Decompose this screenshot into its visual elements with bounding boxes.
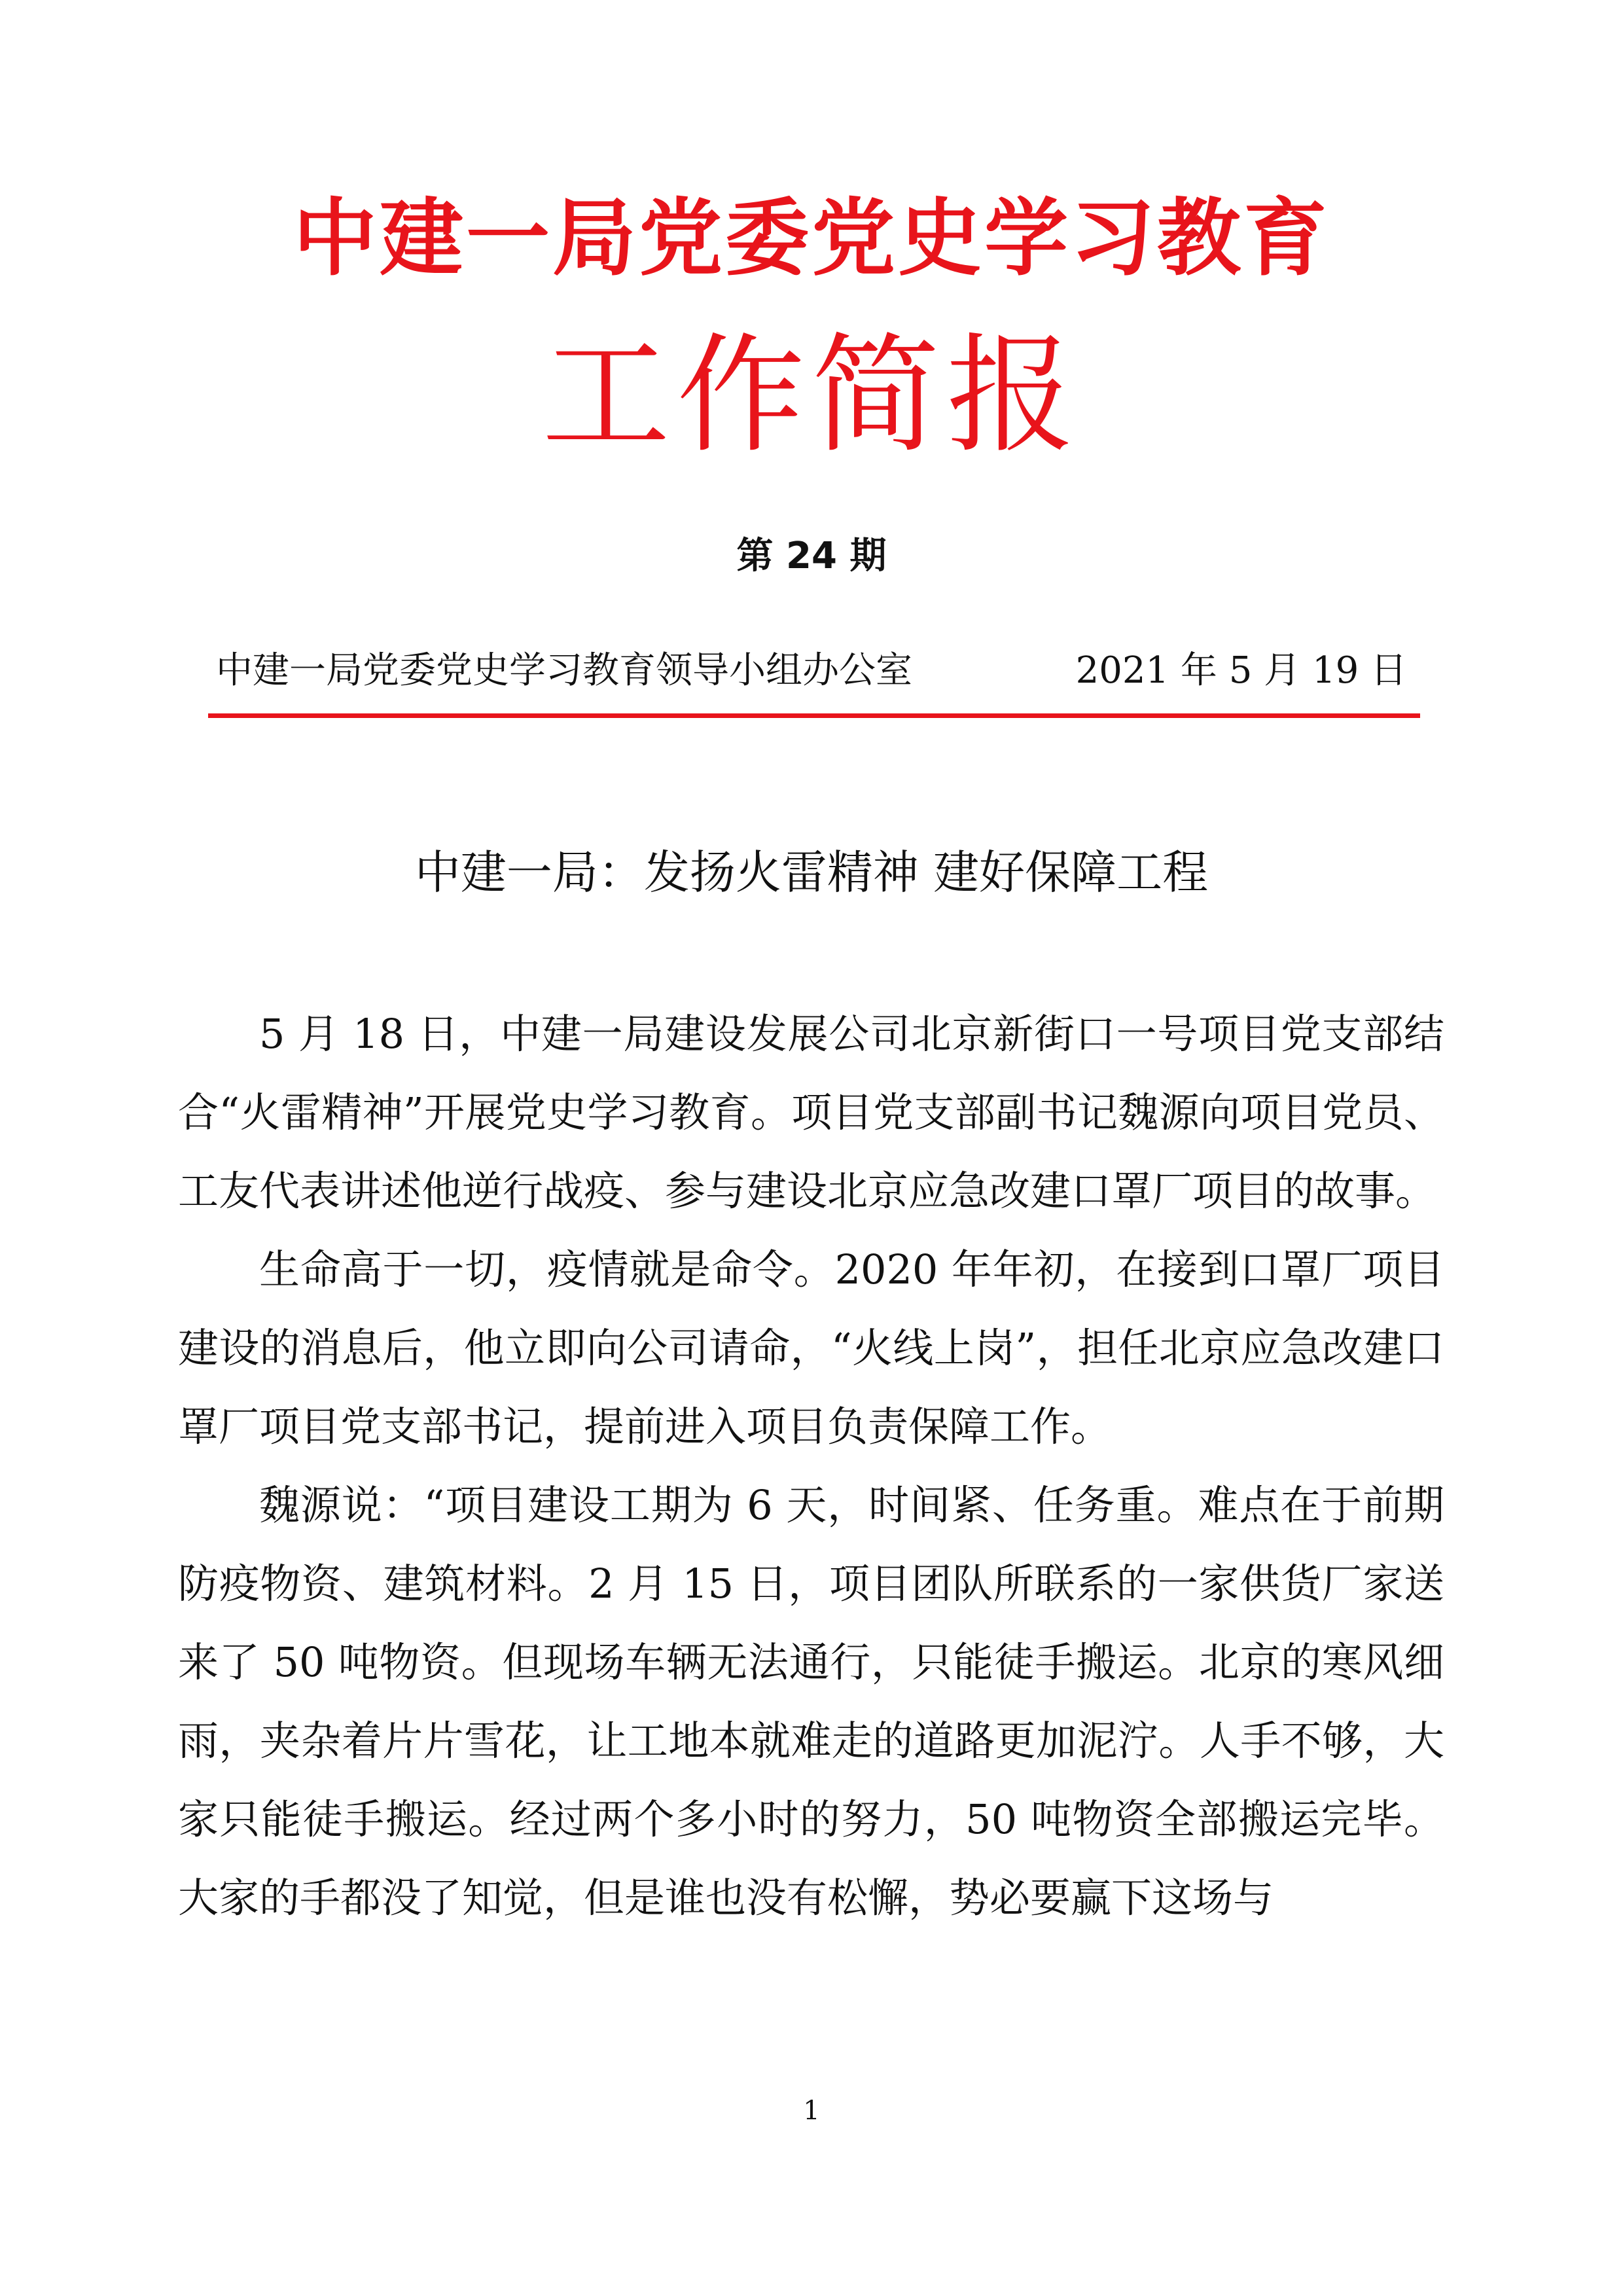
masthead-bulletin-title: 工作简报 <box>541 321 1081 471</box>
masthead-organization-title: 中建一局党委党史学习教育 <box>293 190 1330 287</box>
article-paragraph: 生命高于一切，疫情就是命令。2020 年年初，在接到口罩厂项目建设的消息后，他立即向公司请命，“火线上岗”，担任北京应急改建口罩厂项目党支部书记，提前进入项目负责保障工作。 <box>178 1246 1444 1450</box>
article-body <box>178 995 1444 1937</box>
masthead-divider <box>208 713 1420 718</box>
article-title: 中建一局：发扬火雷精神 建好保障工程 <box>414 846 1209 899</box>
page-number: 1 <box>803 2096 820 2126</box>
article-paragraph: 魏源说：“项目建设工期为 6 天，时间紧、任务重。难点在于前期防疫物资、建筑材料。2 月 15 日，项目团队所联系的一家供货厂家送来了 50 吨物资。但现场车辆无法通行，只能徒手搬运。北京的寒风细雨，夹杂着片片雪花，让工地本就难走的道路更加泥泞。人手不够，大家只能徒手搬运。经过两个多小时的努力，50 吨物资全部搬运完毕。大家的手都没了知觉，但是谁也没有松懈，势必要赢下这场与 <box>178 1481 1444 1922</box>
article-paragraph: 5 月 18 日，中建一局建设发展公司北京新街口一号项目党支部结合“火雷精神”开展党史学习教育。项目党支部副书记魏源向项目党员、工友代表讲述他逆行战疫、参与建设北京应急改建口罩厂项目的故事。 <box>178 1010 1444 1215</box>
publish-date: 2021 年 5 月 19 日 <box>1075 649 1407 692</box>
issue-number: 第 24 期 <box>736 535 887 577</box>
publisher-name: 中建一局党委党史学习教育领导小组办公室 <box>216 649 912 692</box>
publisher-row <box>216 645 1407 697</box>
